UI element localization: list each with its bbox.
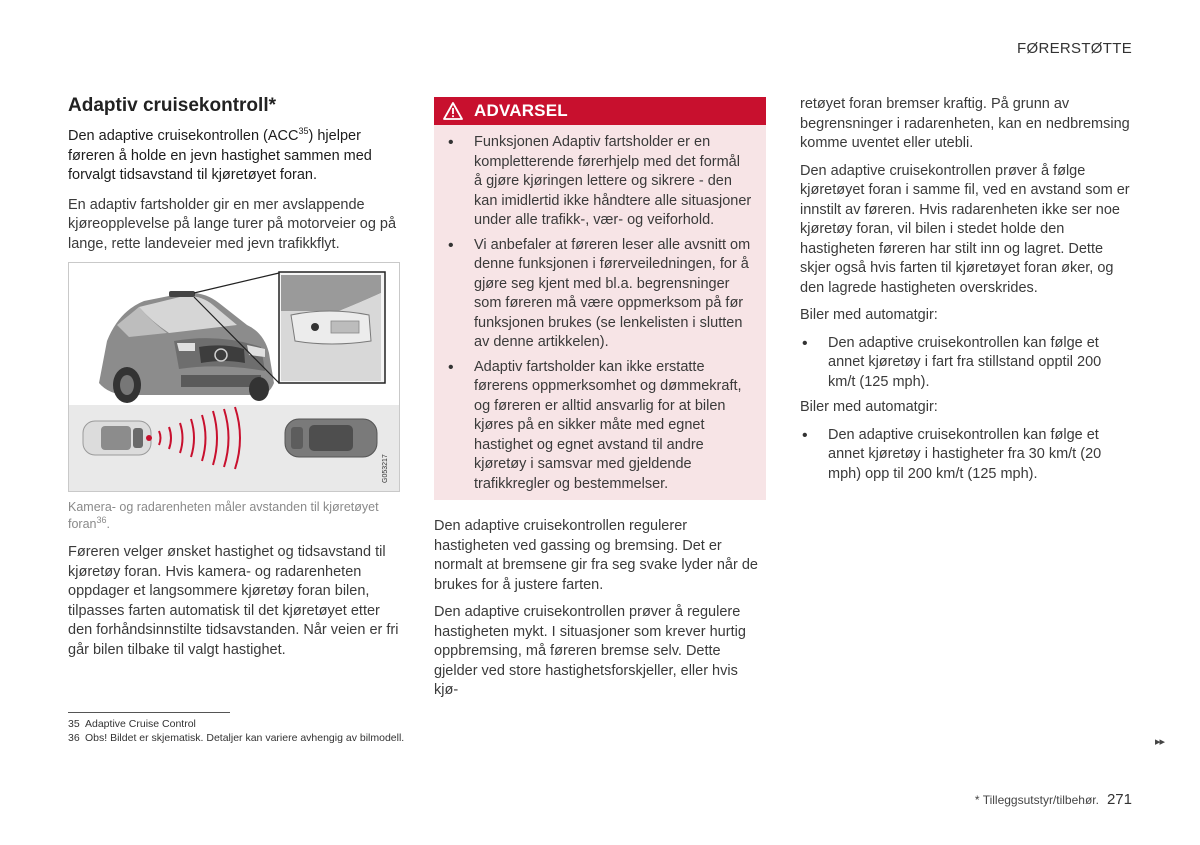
lead-text-start: Den adaptive cruisekontrollen (ACC [68,128,299,144]
intro-paragraph: En adaptiv fartsholder gir en mer avslappende kjøreopplevelse på lange turer på motorveier og på lange, rette landeveier med jevn trafikkflyt. [68,196,397,252]
warning-title: ADVARSEL [474,101,568,121]
page-number: 271 [1106,791,1132,808]
footnote-number: 35 [68,718,80,730]
footnote-text: Obs! Bildet er skjematisk. Detaljer kan variere avhengig av bilmodell. [85,732,405,744]
acc-illustration-svg [69,263,399,491]
footnote-divider [68,712,230,713]
lead-car-top-view [285,419,377,457]
warning-box [434,97,766,500]
list-item: • Den adaptive cruisekontrollen kan følge et annet kjøretøy i fart fra stillstand opptil 200 km/t (125 mph). [800,334,1132,393]
figure-code: G053217 [382,454,389,483]
host-car-top-view [83,421,152,455]
continued-paragraph: retøyet foran bremser kraftig. På grunn av begrensninger i radarenheten, kan en nedbremsing komme uventet eller utebli. [800,96,1130,151]
soft-regulation-paragraph: Den adaptive cruisekontrollen prøver å regulere hastigheten mykt. I situasjoner som krever hurtig oppbremsing, må føreren bremse selv. Dette gjelder ved store hastighetsforskjeller, eller hvis kjø- [434,604,746,698]
caption-text: Kamera- og radarenheten måler avstanden til kjøretøyet foran [68,500,379,531]
page-footer [975,791,1132,808]
windshield-camera-inset [279,272,385,383]
automatic-label-2: Biler med automatgir: [800,399,938,415]
column-left [68,95,400,668]
section-header: FØRERSTØTTE [1017,40,1132,57]
footnote-ref-35[interactable]: 35 [298,126,309,137]
warning-item: • Funksjonen Adaptiv fartsholder er en kompletterende førerhjelp med det formål å gjøre kjøringen lettere og sikrere - den kan imidlertid ikke håndtere alle situasjoner under alle trafikk-, vær- og veiforhold. [448,133,752,231]
warning-triangle-icon [438,97,468,125]
list-item: • Den adaptive cruisekontrollen kan følge et annet kjøretøy i hastigheter fra 30 km/t (20 mph) opp til 200 km/t (125 mph). [800,426,1132,485]
warning-item: • Adaptiv fartsholder kan ikke erstatte førerens oppmerksomhet og dømmekraft, og føreren er alltid ansvarlig for at bilen kjøres på en sikker måte med egnet hastighet og egnet avstand til andre kjøretøy i samsvar med gjeldende trafikkregler og bestemmelser. [448,358,752,495]
regulation-paragraph: Den adaptive cruisekontrollen regulerer hastigheten ved gassing og bremsing. Det er normalt at bremsene gir fra seg svake lyder når de brukes for å justere farten. [434,518,758,593]
page-title: Adaptiv cruisekontroll* [68,95,276,116]
automatic-label-1: Biler med automatgir: [800,307,938,323]
lead-text-end: ) hjelper føreren å holde en jevn hastighet sammen med forvalgt tidsavstand til kjøretøyet foran. [68,128,372,183]
warning-header [434,97,766,125]
footnotes [68,717,404,745]
automatic-list-2 [800,426,1132,485]
footnote-35 [68,717,404,731]
warning-list [434,125,766,494]
caption-end: . [106,517,110,531]
column-middle [434,97,766,709]
lead-paragraph [68,127,400,186]
automatic-list-1 [800,334,1132,393]
figure-caption [68,499,400,533]
accessory-note: * Tilleggsutstyr/tilbehør. [974,793,1099,807]
footnote-number: 36 [68,732,80,744]
footnote-ref-36[interactable]: 36 [96,514,107,525]
footnote-36 [68,731,404,745]
footnote-text: Adaptive Cruise Control [85,718,196,730]
acc-illustration [68,262,400,492]
follow-paragraph: Den adaptive cruisekontrollen prøver å følge kjøretøyet foran i samme fil, ved en avstand som er innstilt av føreren. Hvis radarenheten ikke ser noe kjøretøy foran, vil bilen i stedet holde den hastigheten føreren har stilt inn og lagret. Dette skjer også hvis farten til kjøretøyet foran øker, og den lagrede hastigheten overskrides. [800,162,1130,296]
warning-item: • Vi anbefaler at føreren leser alle avsnitt om denne funksjonen i førerveiledningen, for å gjøre seg kjent med bl.a. begrensninger som føreren må være oppmerksom på før funksjonen brukes (se lenkelisten i slutten av denne artikkelen). [448,236,752,353]
speed-paragraph: Føreren velger ønsket hastighet og tidsavstand til kjøretøy foran. Hvis kamera- og radarenheten oppdager et langsommere kjøretøy foran bilen, tilpasses farten automatisk til det kjøretøyet etter den forhåndsinnstilte tidsavstanden. Når veien er fri går bilen tilbake til valgt hastighet. [68,544,399,658]
column-right [800,95,1132,490]
double-triangle-right-icon[interactable]: ▸▸ [1154,736,1164,748]
